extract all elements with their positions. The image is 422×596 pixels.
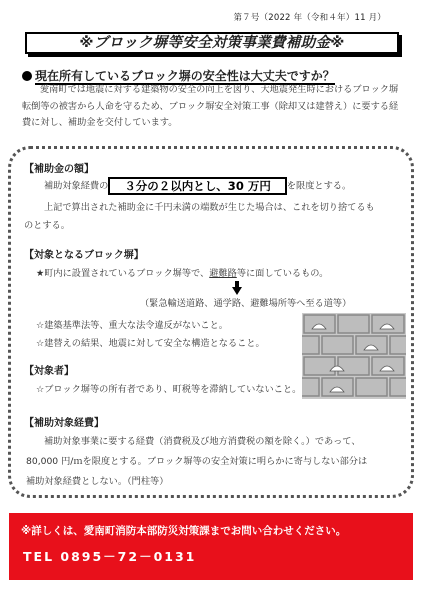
contact-box: [9, 513, 413, 580]
issue-number: 第７号（2022 年（令和４年）11 月）: [233, 13, 386, 23]
amount-highlight: ３分の２以内とし、30 万円: [108, 177, 287, 195]
amount-heading: 【補助金の額】: [24, 164, 94, 175]
amount-line-1-pre: 補助対象経費の: [44, 180, 109, 192]
block-wall-image: [302, 313, 406, 399]
target-person-line-1: ☆ブロック塀等の所有者であり、町税等を滞納していないこと。: [36, 384, 302, 395]
target-wall-line-1-post: 等に面しているもの。: [236, 268, 329, 279]
amount-line-1: [44, 177, 351, 195]
evacuation-route-text: 避難路: [209, 268, 237, 279]
cost-line-2: 80,000 円/ｍを限度とする。ブロック塀等の安全対策に明らかに寄与しない部分は: [26, 456, 368, 467]
target-wall-condition-2: ☆建替えの結果、地震に対して安全な構造となること。: [36, 338, 265, 349]
amount-line-2: 上記で算出された補助金に千円未満の端数が生じた場合は、これを切り捨てるも: [44, 202, 375, 213]
target-wall-condition-1: ☆建築基準法等、重大な法令違反がないこと。: [36, 320, 228, 331]
target-wall-line-1-pre: ★町内に設置されているブロック塀等で、: [36, 268, 210, 279]
cost-line-1: 補助対象事業に要する経費（消費税及び地方消費税の額を除く。）であって、: [44, 436, 361, 447]
question-text: 現在所有しているブロック塀の安全性は大丈夫ですか？: [35, 69, 335, 83]
target-wall-line-1: [36, 265, 328, 279]
contact-phone[interactable]: TEL 0895－72－0131: [23, 549, 197, 564]
target-person-heading: 【対象者】: [24, 366, 74, 377]
target-wall-heading: 【対象となるブロック塀】: [24, 250, 144, 261]
cost-line-3: 補助対象経費としない。（門柱等）: [26, 476, 169, 487]
contact-text: ※詳しくは、愛南町消防本部防災対策課までお問い合わせください。: [21, 525, 347, 537]
page-title: ※ブロック塀等安全対策事業費補助金※: [25, 32, 399, 54]
amount-line-3: のとする。: [24, 220, 70, 231]
bullet-icon: [22, 71, 32, 81]
amount-line-1-post: を限度とする。: [286, 180, 352, 192]
target-wall-note: （緊急輸送道路、通学路、避難場所等へ至る道等）: [140, 298, 352, 309]
intro-paragraph: 愛南町では地震に対する建築物の安全の向上を図り、大地震発生時におけるブロック塀転倒等の被害から人命を守るため、ブロック塀安全対策工事（除却又は建替え）に要する経費に対し、補助金を交付しています。: [22, 84, 399, 128]
cost-heading: 【補助対象経費】: [24, 418, 104, 429]
down-arrow-icon: [232, 281, 242, 295]
